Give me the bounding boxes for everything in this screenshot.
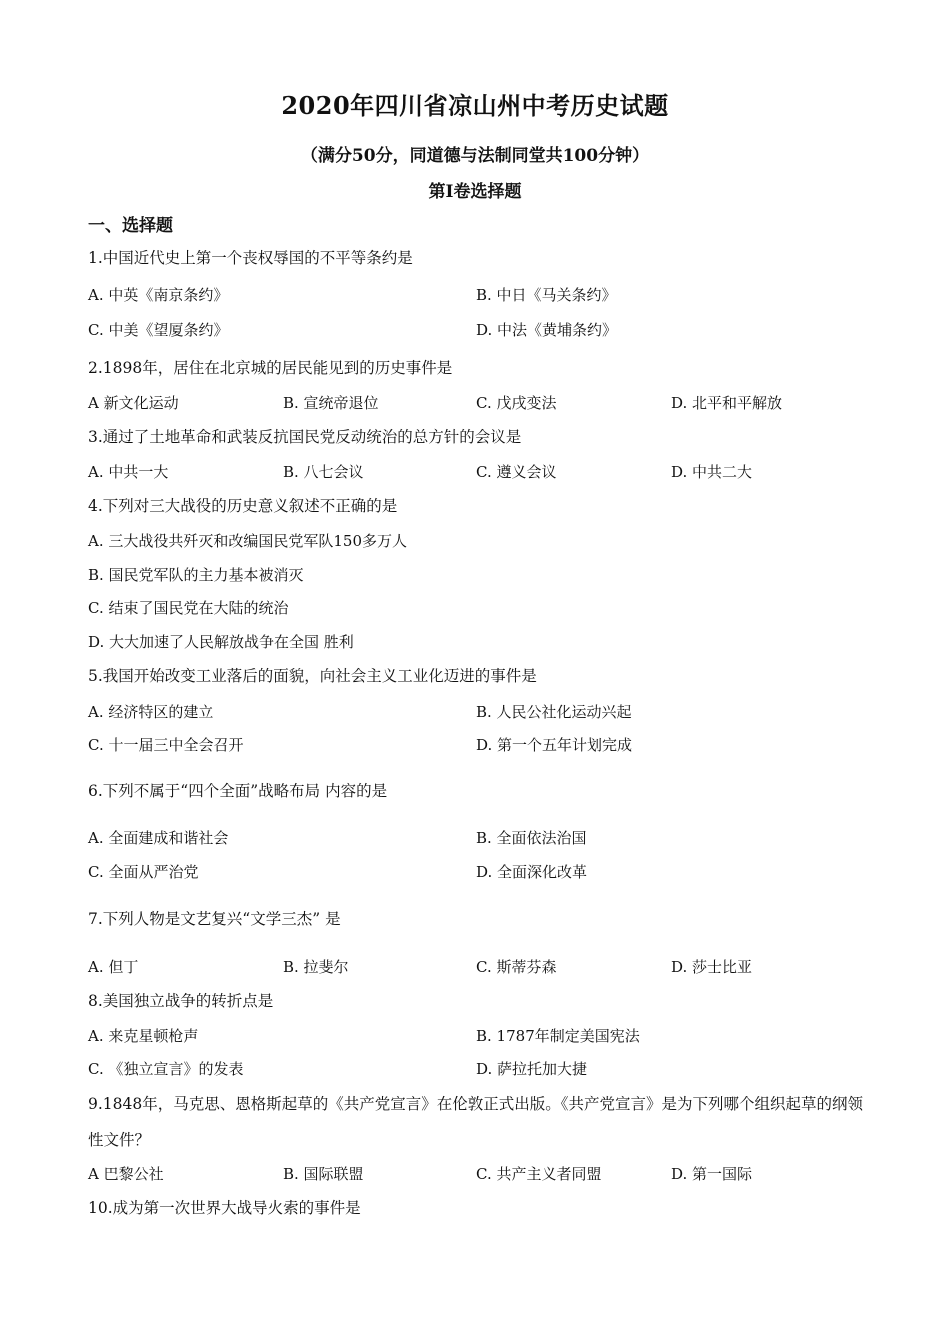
question-7-option-b: B. 拉斐尔 xyxy=(283,958,349,976)
question-3-option-d: D. 中共二大 xyxy=(671,463,753,481)
question-4-stem: 4.下列对三大战役的历史意义叙述不正确的是 xyxy=(88,497,398,515)
question-6-option-c: C. 全面从严治党 xyxy=(88,863,199,881)
question-2-option-a: A 新文化运动 xyxy=(88,394,179,412)
volume-heading: 第Ⅰ卷选择题 xyxy=(428,182,522,202)
question-2-option-b: B. 宣统帝退位 xyxy=(283,394,379,412)
exam-subtitle: （满分50分，同道德与法制同堂共100分钟） xyxy=(300,146,650,166)
question-5-stem: 5.我国开始改变工业落后的面貌，向社会主义工业化迈进的事件是 xyxy=(88,667,537,685)
question-7-option-c: C. 斯蒂芬森 xyxy=(476,958,557,976)
question-3-stem: 3.通过了土地革命和武装反抗国民党反动统治的总方针的会议是 xyxy=(88,428,522,446)
question-8-stem: 8.美国独立战争的转折点是 xyxy=(88,992,274,1010)
question-5-option-d: D. 第一个五年计划完成 xyxy=(476,736,633,754)
question-9-option-b: B. 国际联盟 xyxy=(283,1165,364,1183)
question-8-option-a: A. 来克星顿枪声 xyxy=(88,1027,199,1045)
question-5-option-a: A. 经济特区的建立 xyxy=(88,703,214,721)
question-1-option-c: C. 中美《望厦条约》 xyxy=(88,321,229,339)
question-2-stem: 2.1898年，居住在北京城的居民能见到的历史事件是 xyxy=(88,359,453,377)
question-6-option-d: D. 全面深化改革 xyxy=(476,863,588,881)
question-3-option-a: A. 中共一大 xyxy=(88,463,169,481)
question-2-option-d: D. 北平和平解放 xyxy=(671,394,783,412)
question-8-option-c: C. 《独立宣言》的发表 xyxy=(88,1060,244,1078)
question-4-option-d: D. 大大加速了人民解放战争在全国 胜利 xyxy=(88,633,354,651)
question-9-stem: 9.1848年，马克思、恩格斯起草的《共产党宣言》在伦敦正式出版。《共产党宣言》是为下列哪个组织起草的纲领性文件？ xyxy=(88,1095,863,1149)
question-1-option-b: B. 中日《马关条约》 xyxy=(476,286,617,304)
question-8-option-d: D. 萨拉托加大捷 xyxy=(476,1060,588,1078)
question-7-option-d: D. 莎士比亚 xyxy=(671,958,753,976)
question-4-option-a: A. 三大战役共歼灭和改编国民党军队150多万人 xyxy=(88,532,408,550)
question-4-option-c: C. 结束了国民党在大陆的统治 xyxy=(88,599,289,617)
question-9-option-d: D. 第一国际 xyxy=(671,1165,753,1183)
question-1-option-d: D. 中法《黄埔条约》 xyxy=(476,321,618,339)
section-heading: 一、选择题 xyxy=(88,216,173,236)
question-8-option-b: B. 1787年制定美国宪法 xyxy=(476,1027,640,1045)
question-1-option-a: A. 中英《南京条约》 xyxy=(88,286,229,304)
question-4-option-b: B. 国民党军队的主力基本被消灭 xyxy=(88,566,304,584)
question-6-option-b: B. 全面依法治国 xyxy=(476,829,587,847)
question-5-option-b: B. 人民公社化运动兴起 xyxy=(476,703,632,721)
question-7-option-a: A. 但丁 xyxy=(88,958,139,976)
question-1-stem: 1.中国近代史上第一个丧权辱国的不平等条约是 xyxy=(88,249,413,267)
question-9-option-c: C. 共产主义者同盟 xyxy=(476,1165,602,1183)
question-5-option-c: C. 十一届三中全会召开 xyxy=(88,736,244,754)
question-9-option-a: A 巴黎公社 xyxy=(88,1165,164,1183)
question-2-option-c: C. 戊戌变法 xyxy=(476,394,557,412)
page-title: 2020年四川省凉山州中考历史试题 xyxy=(281,91,669,120)
question-10-stem: 10.成为第一次世界大战导火索的事件是 xyxy=(88,1199,361,1217)
question-6-option-a: A. 全面建成和谐社会 xyxy=(88,829,229,847)
question-6-stem: 6.下列不属于“四个全面”战略布局 内容的是 xyxy=(88,782,388,800)
question-3-option-b: B. 八七会议 xyxy=(283,463,364,481)
question-3-option-c: C. 遵义会议 xyxy=(476,463,557,481)
question-7-stem: 7.下列人物是文艺复兴“文学三杰” 是 xyxy=(88,910,341,928)
